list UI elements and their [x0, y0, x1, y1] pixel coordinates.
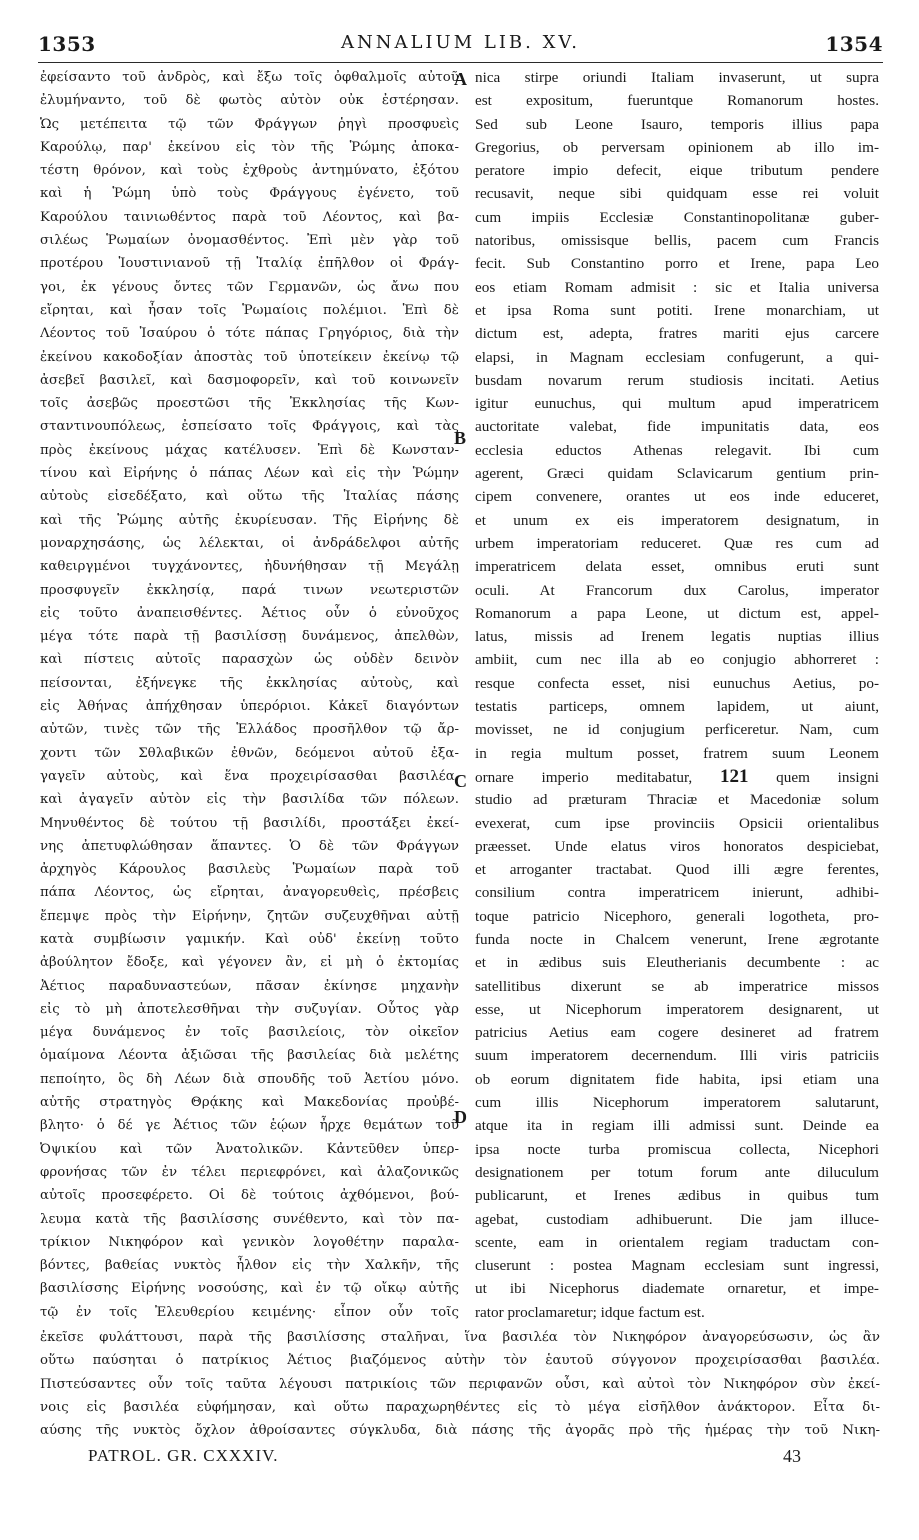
greek-text-line: Καρούλῳ, παρ' ἐκείνου εἰς τὸν τῆς Ῥώμης ἀποκα-: [40, 139, 459, 155]
latin-text-line: atque ita in regiam illi admissi sunt. Deinde ea: [475, 1117, 879, 1135]
greek-text-line: ἐφείσαντο τοῦ ἀνδρὸς, καὶ ἔξω τοῖς ὀφθαλμοῖς αὐτοῦ: [40, 70, 459, 85]
greek-text-line: καὶ ἡ Ῥώμη ὑπὸ τοὺς Φράγγους ἐγένετο, τοῦ: [40, 186, 459, 202]
column-number: 121: [719, 765, 749, 787]
greek-text-line: φρονήσας τῶν ἐν τέλει περιεφρόνει, καὶ ἀλαζονικῶς: [40, 1164, 459, 1180]
footer-gathering-number: 43: [783, 1446, 801, 1466]
latin-column: [475, 66, 879, 1324]
greek-text-line: μοναρχησάσης, ὡς λέλεκται, οἱ ἀνδράδελφοι αὐτῆς: [40, 535, 459, 551]
latin-text-line: et ipsa Roma sunt potiti. Irene monarchiam, ut: [475, 301, 879, 319]
greek-text-line: τέστη θρόνον, καὶ τοὺς ἐχθροὺς ἀντημύνατο, ἐξότου: [40, 163, 459, 179]
running-title: ANNALIUM LIB. XV.: [340, 32, 580, 53]
latin-text-line: peratore impio defecit, eique tributum pendere: [475, 162, 879, 180]
latin-text-line: cipem convenere, orantes ut eos inde educeret,: [475, 488, 879, 506]
greek-text-line: Λέοντος τοῦ Ἰσαύρου ὁ τότε πάπας Γρηγόριος, διὰ τὴν: [40, 326, 459, 342]
greek-text-line: τοῖς ἀσεβῶς προεστῶσι τῆς Ἐκκλησίας τῆς Κων-: [40, 396, 459, 412]
greek-text-line: καὶ πίστεις αὐτοῖς παρασχὼν ὡς οὐδὲν δεινὸν: [40, 652, 459, 668]
full-width-line: οὕτω παύσηται ὁ πατρίκιος Ἀέτιος βιαζόμενος αὐτὴν τὸν ἑαυτοῦ σύγγονον προχειρίσασθαι βασιλέα.: [40, 1353, 880, 1369]
latin-text-line: eos etiam Romam admisit : sic et Italia universa: [475, 278, 879, 296]
greek-text-line: ὁμαίμονα Λέοντα ἀξιῶσαι τῆς βασιλείας διὰ μελέτης: [40, 1048, 459, 1064]
greek-text-line: βασιλίσσης Εἰρήνης νοσούσης, καὶ ἐν τῷ οἴκῳ αὐτῆς: [40, 1281, 459, 1297]
latin-text-line: busdam novarum rerum studiosis incitati. Aetius: [475, 371, 879, 389]
greek-text-line: σιλέως Ῥωμαίων ὀνομασθέντος. Ἐπὶ μὲν γὰρ τοῦ: [40, 233, 459, 249]
greek-text-line: ἀσεβεῖ βασιλεῖ, καὶ δασμοφορεῖν, καὶ τοῦ κοινωνεῖν: [40, 372, 459, 388]
greek-text-line: βόντες, βαθείας νυκτὸς ἦλθον εἰς τὴν Χαλκῆν, τῆς: [40, 1258, 459, 1274]
latin-text-line: testatis particeps, omnem lapidem, ut aiunt,: [475, 698, 879, 716]
greek-text-line: Ὡς μετέπειτα τῷ τῶν Φράγγων ῥηγὶ προσφυεὶς: [40, 116, 459, 132]
greek-text-line: εἴρηται, καὶ ἦσαν τοῖς Ῥωμαίοις πολέμιοι. Ἐπὶ δὲ: [40, 302, 459, 318]
greek-text-line: εἰς τὸ μὴ ἀποτελεσθῆναι τὴν συζυγίαν. Οὗτος γὰρ: [40, 1001, 459, 1017]
full-width-line: ἐκεῖσε φυλάττουσι, παρὰ τῆς βασιλίσσης σταλῆναι, ἵνα βασιλέα τὸν Νικηφόρον ἀναγορεύσωσιν, ὡς ἂν: [40, 1330, 880, 1345]
greek-text-line: πείσονται, ἐξήνεγκε τῆς ἐκκλησίας αὐτοὺς, καὶ: [40, 675, 459, 691]
margin-letter-b: B: [454, 428, 467, 448]
latin-text-line: et unum ex eis imperatorem designatum, in: [475, 511, 879, 529]
latin-text-line: urbem imperatoriam reduceret. Quæ res cum ad: [475, 534, 879, 552]
latin-text-line: fecit. Sub Constantino porro et Irene, papa Leo: [475, 255, 879, 273]
latin-text-line: ambiit, cum nec illa ab eo conjugio abhorreret :: [475, 651, 879, 669]
latin-text-line: latus, missis ad Irenem legatis nuptias illius: [475, 628, 879, 646]
greek-text-line: ἔπεμψε πρὸς τὴν Εἰρήνην, ζητῶν συζευχθῆναι αὐτῇ: [40, 908, 459, 924]
margin-letter-d: D: [454, 1107, 467, 1127]
latin-text-line: igitur eunuchus, qui multum apud imperatricem: [475, 395, 879, 413]
greek-text-line: ἐκείνου κακοδοξίαν ἀποστὰς τοῦ ὑποτείκειν ἐκείνῳ τῷ: [40, 349, 459, 365]
latin-text-line: ut ibi Nicephorus diademate ornaretur, et impe-: [475, 1280, 879, 1298]
greek-text-line: ἀρχηγὸς Κάρουλος βασιλεὺς Ῥωμαίων παρὰ τοῦ: [40, 862, 459, 878]
latin-text-line: in regia multum posset, fratrem suum Leonem: [475, 744, 879, 762]
latin-text-line: recusavit, neque sibi quidquam esse rei voluit: [475, 185, 879, 203]
latin-text-line: movisset, ne id conjugium perficeretur. Nam, cum: [475, 721, 879, 739]
greek-text-line: καὶ τῆς Ῥώμης αὐτῆς ἐκυρίευσαν. Τῆς Εἰρήνης δὲ: [40, 512, 459, 528]
latin-text-line: esse, ut Nicephorum imperatorem designarent, ut: [475, 1000, 879, 1018]
latin-text-line: Sed sub Leone Isauro, temporis illius papa: [475, 115, 879, 133]
latin-text-line: ecclesia eductos Athenas relegavit. Ibi cum: [475, 441, 879, 459]
full-width-line: αύσης τῆς νυκτὸς ὄχλον ἀθροίσαντες σύγκλυδα, διὰ πάσης τῆς ἀγορᾶς πρὸ τῆς ἡμέρας τὴν τοῦ Νικη-: [40, 1423, 880, 1439]
greek-text-line: αὐτῶν, τινὲς τῶν τῆς Ἑλλάδος προσῆλθον τῷ ἄρ-: [40, 722, 459, 738]
latin-text-line: satellitibus dixerunt se ab imperatrice missos: [475, 977, 879, 995]
latin-text-line: ob eorum dignitatem fide habita, ipsi etiam una: [475, 1070, 879, 1088]
greek-text-line: πάπα Λέοντος, ὡς εἴρηται, ἀναγορευθεὶς, πρέσβεις: [40, 885, 459, 901]
latin-text-line: Gregorius, ob perversam opinionem ab illo im-: [475, 138, 879, 156]
greek-text-line: γαγεῖν αὐτοὺς, καὶ ἕνα προχειρίσασθαι βασιλέα,: [40, 768, 459, 784]
full-width-line: νοις εἰς βασιλέα εὐφήμησαν, καὶ οὕτω παραχωρηθέντες εἰς τὸ μέγα εἰσῆλθον ἀνάκτορον. Εἶτα δι-: [40, 1399, 880, 1415]
full-width-line: Πιστεύσαντες οὖν τοῖς ταῦτα λέγουσι πατρικίοις τῶν περιφανῶν οὖσι, καὶ αὐτοὶ τὸν Νικηφόρον σὺν ἐκεί-: [40, 1376, 880, 1392]
greek-text-line: Ἀέτιος παραδυναστεύων, πᾶσαν ἐκίνησε μηχανὴν: [40, 978, 459, 994]
greek-text-line: καὶ ἀγαγεῖν αὐτὸν εἰς τὴν βασιλίδα τῶν πόλεων.: [40, 792, 459, 808]
margin-letter-a: A: [454, 69, 467, 89]
latin-text-line: Romanorum a papa Leone, ut dictum est, appel-: [475, 604, 879, 622]
greek-text-line: κατὰ συμβίωσιν γαμικήν. Καὶ οὐδ' ἐκείνῃ τοῦτο: [40, 931, 459, 947]
latin-text-line: ipsa nocte turba promiscua collecta, Nicephori: [475, 1140, 879, 1158]
latin-text-line: scente, eam in orientalem regiam traductam con-: [475, 1233, 879, 1251]
latin-text-line: præesset. Unde elatus viros honoratos despiciebat,: [475, 837, 879, 855]
greek-text-line: τῷ ἐν τοῖς Ἐλευθερίου κειμένης· εἶπον οὖν τοῖς: [40, 1304, 459, 1320]
full-width-text: [40, 1326, 880, 1442]
greek-text-line: ἀβούλητον ἔδοξε, καὶ γέγονεν ἂν, εἰ μὴ ὁ ἐκτομίας: [40, 955, 459, 971]
greek-text-line: Καρούλου ταινιωθέντος παρὰ τοῦ Λέοντος, καὶ βα-: [40, 209, 459, 225]
latin-text-line: suum imperatorem decernendum. Illi viris patriciis: [475, 1047, 879, 1065]
greek-text-line: μέγα δυνάμενος ἐν τοῖς βασιλείοις, τὸν οἰκεῖον: [40, 1025, 459, 1041]
greek-text-line: Μηνυθέντος δὲ τούτου τῇ βασιλίδι, προστάξει ἐκεί-: [40, 815, 459, 831]
latin-text-line: toque patricio Nicephoro, generali logotheta, pro-: [475, 907, 879, 925]
latin-text-line: cum illis Nicephorum imperatorem salutarunt,: [475, 1094, 879, 1112]
latin-text-line: et arroganter tractabat. Quod illi ægre ferentes,: [475, 861, 879, 879]
greek-text-line: εἰς Ἀθήνας ἀπήχθησαν ὑπερόριοι. Κἀκεῖ διαγόντων: [40, 699, 459, 715]
latin-text-line: et in ædibus suis Eleutherianis decumbente : ac: [475, 954, 879, 972]
latin-text-line: publicarunt, et Irenes ædibus in quibus tum: [475, 1187, 879, 1205]
greek-column: [40, 66, 459, 1324]
latin-text-line: oculi. At Francorum dux Carolus, imperator: [475, 581, 879, 599]
greek-text-line: βλητο· ὁ δέ γε Ἀέτιος τῶν ἑῴων ἦρχε θεμάτων τοῦ: [40, 1118, 459, 1134]
greek-text-line: πεποίητο, ὃς δὴ Λέων διὰ σπουδῆς τοῦ Ἀετίου μόνο.: [40, 1071, 459, 1087]
greek-text-line: Ὀψικίου καὶ τῶν Ἀνατολικῶν. Κἀντεῦθεν ὑπερ-: [40, 1141, 459, 1157]
greek-text-line: αὐτῆς στρατηγὸς Θρᾴκης καὶ Μακεδονίας προὐβέ-: [40, 1095, 459, 1111]
latin-text-line: funda nocte in Chalcem venerunt, Irene ægrotante: [475, 930, 879, 948]
latin-text-line: cluserunt : postea Magnam ecclesiam sunt ingressi,: [475, 1257, 879, 1275]
greek-text-line: μέγα τότε παρὰ τῇ βασιλίσσῃ δυνάμενος, ἀπελθὼν,: [40, 629, 459, 645]
greek-text-line: καθειργμένοι τυγχάνοντες, ἠδυνήθησαν τῇ Μεγάλῃ: [40, 559, 459, 575]
page-number-right: 1354: [825, 32, 883, 56]
latin-text-line: nica stirpe oriundi Italiam invaserunt, ut supra: [475, 69, 879, 86]
greek-text-line: αὐτοῖς προσεφέρετο. Οἱ δὲ τούτοις ἀχθόμενοι, βού-: [40, 1188, 459, 1204]
greek-text-line: πρὸς ἐκείνους μάχας κατέλυσεν. Ἐπὶ δὲ Κωνσταν-: [40, 442, 459, 458]
latin-text-line: cum impiis Ecclesiæ Constantinopolitanæ guber-: [475, 208, 879, 226]
greek-text-line: γοι, ἐκ γένους ὄντες τῶν Γερμανῶν, ὡς ἄνω που: [40, 279, 459, 295]
latin-text-line: elapsi, in Magnam ecclesiam confugerunt, a qui-: [475, 348, 879, 366]
page-number-left: 1353: [38, 32, 96, 56]
latin-text-line: natoribus, omissisque bellis, pacem cum Francis: [475, 232, 879, 250]
latin-text-line: consilium contra imperatricem inierunt, adhibi-: [475, 884, 879, 902]
greek-text-line: εἰς τοῦτο ἀναπεισθέντες. Ἀέτιος οὖν ὁ εὐνοῦχος: [40, 605, 459, 621]
greek-text-line: ἐλυμήναντο, τοῦ δὲ φωτὸς αὐτὸν οὐκ ἐστέρησαν.: [40, 93, 459, 109]
latin-text-line: evexerat, cum ipse provinciis Opsicii orientalibus: [475, 814, 879, 832]
latin-text-line: ornare imperio meditabatur, 121 quem insigni: [475, 765, 879, 787]
latin-text-line: dictum est, adepta, fratres mariti ejus carcere: [475, 325, 879, 343]
latin-text-line: auctoritate valebat, fide impunitatis data, eos: [475, 418, 879, 436]
greek-text-line: χοντι τῶν Σθλαβικῶν ἐθνῶν, δεόμενοι αὐτοῦ ἐξα-: [40, 745, 459, 761]
latin-text-line: est expositum, fueruntque Romanorum hostes.: [475, 92, 879, 110]
greek-text-line: προτέρου Ἰουστινιανοῦ τῇ Ἰταλίᾳ ἐπῆλθον οἱ Φράγ-: [40, 256, 459, 272]
latin-text-line: designationem per totum forum ante diluculum: [475, 1163, 879, 1181]
greek-text-line: τρίκιον Νικηφόρον καὶ γενικὸν λογοθέτην παραλα-: [40, 1234, 459, 1250]
header-rule: [38, 62, 883, 63]
latin-text-line: studio ad præturam Thraciæ et Macedoniæ solum: [475, 791, 879, 809]
greek-text-line: αὐτοὺς εἰσεδέξατο, καὶ οὕτω τῆς Ἰταλίας πάσης: [40, 489, 459, 505]
greek-text-line: προσφυγεῖν ἐκκλησίᾳ, παρά τινων νεωτεριστῶν: [40, 582, 459, 598]
latin-text-line: imperatricem delata esset, omnibus eruti sunt: [475, 558, 879, 576]
latin-text-line: patricius Aetius eam cogere desineret ad fratrem: [475, 1024, 879, 1042]
greek-text-line: τίνου καὶ Εἰρήνης ὁ πάπας Λέων καὶ εἰς τὴν Ῥώμην: [40, 466, 459, 482]
greek-text-line: λευμα κατὰ τῆς βασιλίσσης συνέθεντο, καὶ τὸν πα-: [40, 1211, 459, 1227]
running-header: [38, 32, 883, 62]
footer-signature: PATROL. GR. CXXXIV.: [88, 1446, 279, 1465]
latin-text-line: agebat, custodiam adhibuerunt. Die jam illuce-: [475, 1210, 879, 1228]
latin-text-line: resque confecta esset, nisi eunuchus Aetius, po-: [475, 674, 879, 692]
latin-text-line: agerent, Græci quidam Sclavicarum gentium prin-: [475, 465, 879, 483]
greek-text-line: νης ἀπετυφλώθησαν ἅπαντες. Ὁ δὲ τῶν Φράγγων: [40, 838, 459, 854]
greek-text-line: σταντινουπόλεως, ἐσπείσατο τοῖς Φράγγοις, καὶ τὰς: [40, 419, 459, 435]
page-footer: [88, 1446, 801, 1472]
margin-letter-c: C: [454, 771, 467, 791]
latin-text-line: rator proclamaretur; idque factum est.: [475, 1303, 705, 1321]
